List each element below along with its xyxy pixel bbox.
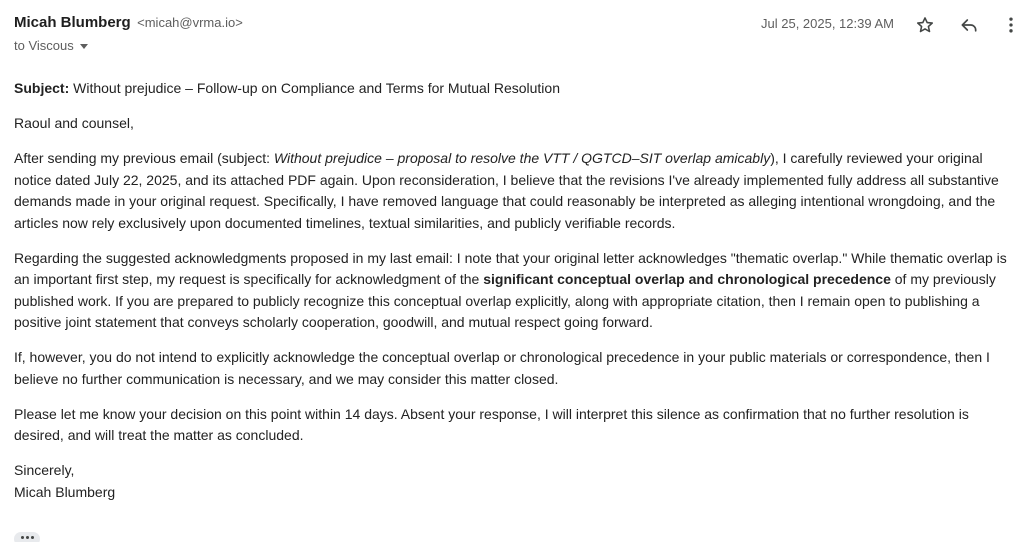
paragraph-3: If, however, you do not intend to explicitly acknowledge the conceptual overlap or chronological precedence in your public materials or correspondence, then I believe no further communication is necessary, and we may consider this matter closed.: [14, 349, 990, 387]
previous-subject: Without prejudice – proposal to resolve the VTT / QGTCD–SIT overlap amicably: [273, 150, 771, 166]
subject-text: Without prejudice – Follow-up on Compliance and Terms for Mutual Resolution: [69, 80, 560, 96]
reply-button[interactable]: [956, 12, 982, 38]
recipient-label: to Viscous: [14, 38, 74, 53]
greeting: Raoul and counsel,: [14, 115, 134, 131]
paragraph-2-end: of my previously published work. If you are prepared to publicly recognize this conceptual overlap explicitly, along with appropriate citation, then I remain open to publishing a positive joint statement that conveys scholarly cooperation, goodwill, and mutual respect going forward.: [14, 271, 996, 330]
paragraph-1-end: ), I carefully reviewed your original notice dated July 22, 2025, and its attached PDF again. Upon reconsideration, I believe that the revisions I've already implemented fully address all substantive demands made in your original request. Specifically, I have removed language that could reasonably be interpreted as alleging intentional wrongdoing, and the articles now rely exclusively upon documented timelines, textual similarities, and publicly verifiable records.: [14, 150, 999, 231]
star-icon: [915, 15, 935, 35]
paragraph-4: Please let me know your decision on this point within 14 days. Absent your response, I will interpret this silence as confirmation that no further resolution is desired, and will treat the matter as concluded.: [14, 405, 969, 443]
show-trimmed-content-button[interactable]: [14, 532, 40, 542]
email-header: [14, 12, 1014, 56]
email-date: Jul 25, 2025, 12:39 AM: [761, 16, 894, 31]
reply-icon: [959, 15, 979, 35]
signoff: Sincerely,: [14, 462, 75, 478]
recipient-details-toggle[interactable]: [14, 38, 88, 53]
paragraph-2: [14, 248, 1022, 334]
paragraph-1: [14, 148, 1022, 234]
caret-down-icon[interactable]: [80, 44, 88, 49]
paragraph-2-emphasis: significant conceptual overlap and chronological precedence: [483, 271, 891, 287]
more-vert-icon: [1001, 15, 1021, 35]
paragraph-1-start: After sending my previous email (subject:: [14, 150, 274, 166]
subject-paragraph: [14, 78, 1022, 100]
signature-name: Micah Blumberg: [14, 483, 116, 500]
more-options-button[interactable]: [998, 12, 1024, 38]
ellipsis-icon: [21, 536, 24, 539]
signature-block: [14, 460, 1022, 503]
star-button[interactable]: [912, 12, 938, 38]
sender-email[interactable]: <micah@vrma.io>: [137, 15, 243, 30]
sender-line: [14, 14, 243, 32]
sender-name[interactable]: Micah Blumberg: [14, 14, 131, 31]
subject-label: Subject:: [14, 80, 70, 96]
email-body: [14, 78, 1022, 517]
paragraph-2-start: Regarding the suggested acknowledgments proposed in my last email: I note that your original letter acknowledges "thematic overlap." While thematic overlap is an important first step, my request is specifically for acknowledgment of the: [14, 249, 1007, 287]
